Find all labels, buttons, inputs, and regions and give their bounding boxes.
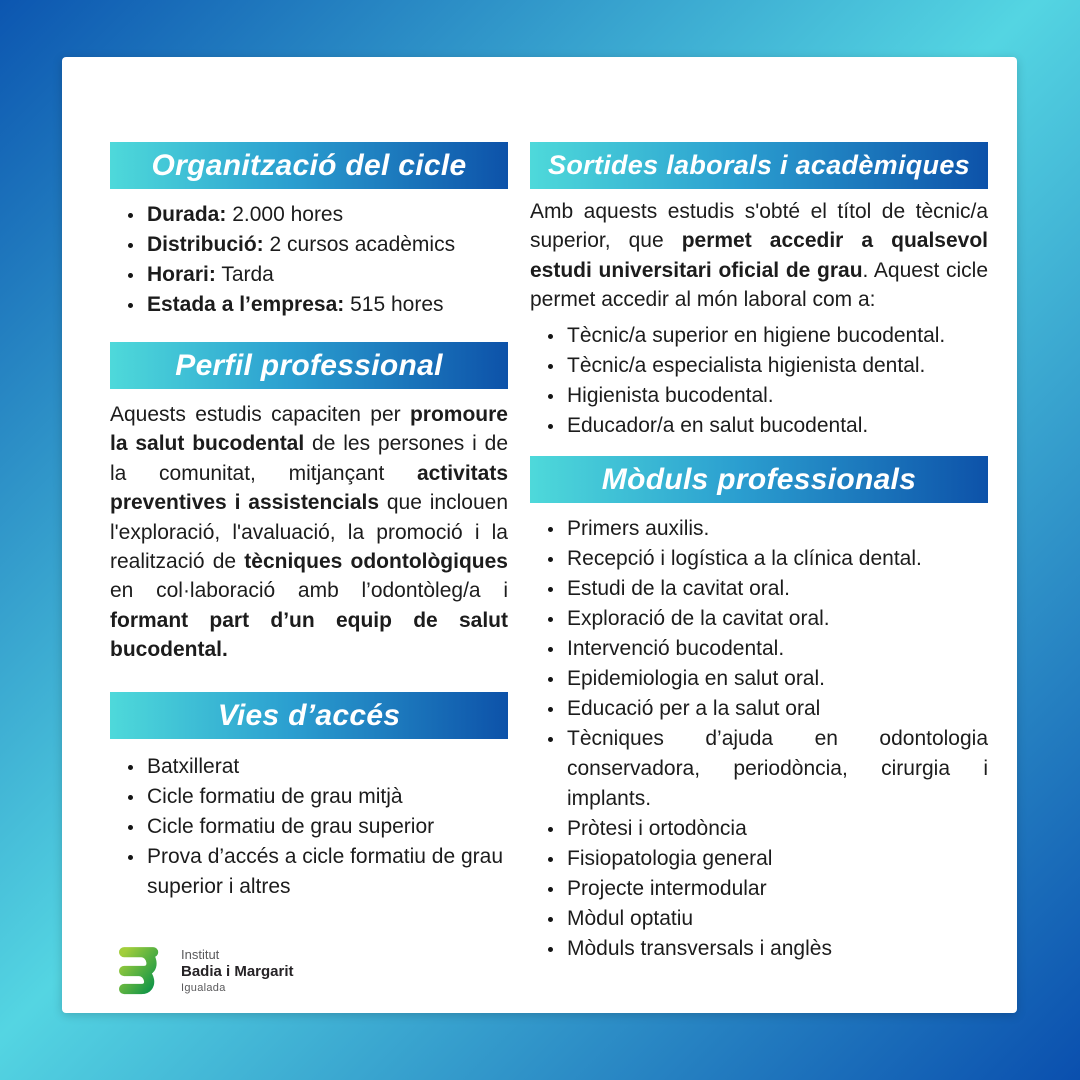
- logo-m-mark-icon: [110, 944, 168, 998]
- list-item: Horari: Tarda: [110, 260, 508, 290]
- list-item: Tècnic/a especialista higienista dental.: [530, 351, 988, 381]
- list-item: Exploració de la cavitat oral.: [530, 604, 988, 634]
- section-header-perfil: Perfil professional: [110, 342, 508, 389]
- institut-logo: [110, 944, 508, 998]
- list-item: Mòdul optatiu: [530, 904, 988, 934]
- right-column: [530, 142, 988, 964]
- section-header-organitzacio: Organització del cicle: [110, 142, 508, 189]
- organitzacio-list: [110, 200, 508, 320]
- list-item: Durada: 2.000 hores: [110, 200, 508, 230]
- logo-institution-type: Institut: [181, 946, 220, 962]
- vies-list: [110, 752, 508, 902]
- list-item: Projecte intermodular: [530, 874, 988, 904]
- flyer-card: [62, 57, 1017, 1013]
- list-item: Recepció i logística a la clínica dental.: [530, 544, 988, 574]
- logo-text: [181, 947, 294, 995]
- list-item: Fisiopatologia general: [530, 844, 988, 874]
- sortides-paragraph: Amb aquests estudis s'obté el títol de tècnic/a superior, que permet accedir a qualsevol estudi universitari oficial de grau. Aquest cicle permet accedir al món laboral com a:: [530, 200, 989, 312]
- list-item: Epidemiologia en salut oral.: [530, 664, 988, 694]
- section-header-sortides: Sortides laborals i acadèmiques: [530, 142, 988, 189]
- list-item: Pròtesi i ortodòncia: [530, 814, 988, 844]
- list-item: Batxillerat: [110, 752, 508, 782]
- list-item: Cicle formatiu de grau mitjà: [110, 782, 508, 812]
- list-item: Mòduls transversals i anglès: [530, 934, 988, 964]
- list-item: Tècniques d’ajuda en odontologia conservadora, periodòncia, cirurgia i implants.: [530, 724, 988, 814]
- moduls-list: [530, 514, 988, 964]
- section-header-vies: Vies d’accés: [110, 692, 508, 739]
- list-item: Intervenció bucodental.: [530, 634, 988, 664]
- list-item: Higienista bucodental.: [530, 381, 988, 411]
- list-item: Tècnic/a superior en higiene bucodental.: [530, 321, 988, 351]
- list-item: Cicle formatiu de grau superior: [110, 812, 508, 842]
- list-item: Distribució: 2 cursos acadèmics: [110, 230, 508, 260]
- list-item: Educació per a la salut oral: [530, 694, 988, 724]
- section-header-moduls: Mòduls professionals: [530, 456, 988, 503]
- list-item: Estada a l’empresa: 515 hores: [110, 290, 508, 320]
- left-column: [110, 142, 508, 998]
- list-item: Primers auxilis.: [530, 514, 988, 544]
- list-item: Prova d’accés a cicle formatiu de grau superior i altres: [110, 842, 508, 902]
- logo-city: Igualada: [181, 981, 226, 994]
- sortides-list: [530, 321, 988, 441]
- list-item: Estudi de la cavitat oral.: [530, 574, 988, 604]
- list-item: Educador/a en salut bucodental.: [530, 411, 988, 441]
- perfil-paragraph: Aquests estudis capaciten per promoure la salut bucodental de les persones i de la comunitat, mitjançant activitats preventives i assistencials que inclouen l'exploració, l'avaluació, la promoció i la realització de tècniques odontològiques en col·laboració amb l’odontòleg/a i formant part d’un equip de salut bucodental.: [110, 403, 508, 662]
- logo-institution-name: Badia i Margarit: [181, 962, 294, 980]
